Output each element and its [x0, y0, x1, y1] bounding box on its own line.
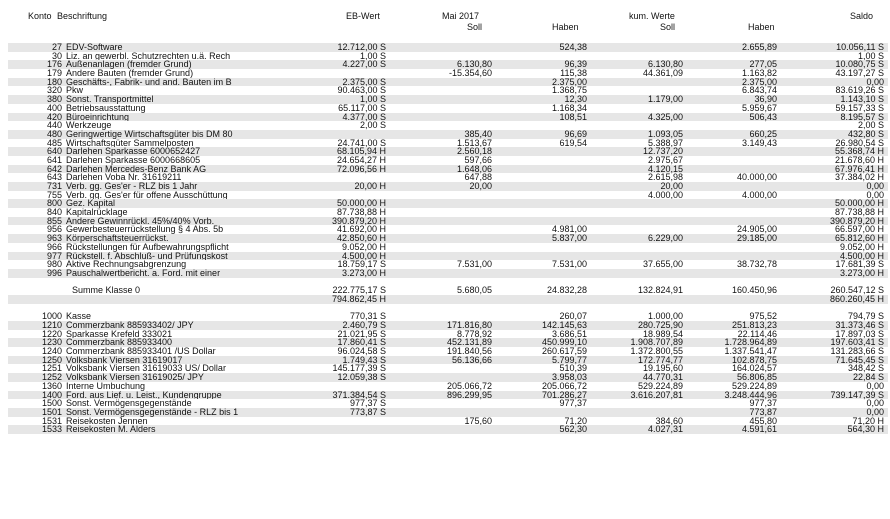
saldo-value: 197.603,41 S [830, 337, 884, 348]
account-label: Geschäfts-, Fabrik- und and. Bauten im B [66, 77, 232, 87]
account-number: 996 [46, 267, 62, 278]
account-label: Werkzeuge [66, 121, 112, 130]
eb-value: 770,31 S [349, 311, 386, 322]
account-number: 966 [46, 241, 62, 252]
table-row [8, 260, 888, 269]
saldo-value: 0,00 [866, 406, 884, 417]
account-number: 485 [46, 137, 62, 148]
account-label: Aktive Rechnungsabgrenzung [66, 260, 187, 269]
saldo-value: 83.619,26 S [835, 85, 884, 96]
haben-period: 3.958,03 [551, 372, 587, 383]
eb-value: 390.879,20 H [331, 215, 386, 226]
sum-saldo-soll: 260.547,12 S [830, 285, 884, 296]
haben-cumulative: 975,52 [749, 311, 777, 322]
account-label: Verb. gg. Ges'er - RLZ bis 1 Jahr [66, 182, 198, 191]
header-period: Mai 2017 [442, 11, 480, 21]
sum-row [8, 295, 888, 304]
account-label: Kasse [66, 312, 92, 322]
table-row [8, 43, 888, 52]
account-number: 963 [46, 233, 62, 244]
header-haben-period: Haben [552, 22, 579, 32]
haben-cumulative: 36,90 [754, 94, 777, 105]
eb-value: 24.654,27 H [336, 154, 386, 165]
soll-period: 1.513,67 [456, 137, 492, 148]
haben-cumulative: 4.591,61 [741, 424, 777, 435]
header-soll-period: Soll [467, 22, 483, 32]
soll-period: 2.560,18 [456, 146, 492, 157]
soll-cumulative: 44.770,31 [642, 372, 683, 383]
table-row [8, 173, 888, 182]
haben-cumulative: 506,43 [749, 111, 777, 122]
soll-cumulative: 12.737,20 [642, 146, 683, 157]
eb-value: 12.712,00 S [337, 42, 386, 52]
account-label: Sonst. Vermögensgegenstände [66, 399, 192, 408]
saldo-value: 31.373,46 S [835, 320, 884, 330]
soll-cumulative: 5.388,97 [647, 137, 683, 148]
saldo-value: 71,20 H [852, 415, 884, 426]
table-header [0, 0, 890, 38]
soll-cumulative: 1.000,00 [647, 311, 683, 322]
account-number: 1501 [41, 406, 62, 417]
soll-cumulative: 44.361,09 [642, 68, 683, 79]
haben-period: 524,38 [559, 42, 587, 52]
account-number: 176 [46, 59, 62, 70]
soll-cumulative: 172.774,77 [637, 354, 683, 365]
eb-value: 41.692,00 H [336, 224, 386, 235]
account-number: 755 [46, 189, 62, 200]
haben-cumulative: 2.655,89 [741, 42, 777, 52]
account-label: Volksbank Viersen 31619017 [66, 355, 183, 365]
saldo-value: 9.052,00 H [839, 241, 884, 252]
soll-cumulative: 2.975,67 [647, 154, 683, 165]
account-number: 640 [46, 146, 62, 157]
eb-value: 371.384,54 S [332, 389, 386, 400]
eb-value: 145.177,39 S [332, 363, 386, 374]
eb-value: 68.105,94 H [336, 146, 386, 157]
sum-row [8, 286, 888, 295]
soll-period: 6.130,80 [456, 59, 492, 70]
haben-period: 96,69 [564, 128, 587, 139]
haben-cumulative: 529.224,89 [731, 380, 777, 391]
saldo-value: 17.897,03 S [835, 328, 884, 339]
table-row [8, 199, 888, 208]
saldo-value: 2,00 S [857, 120, 884, 131]
saldo-value: 59.157,33 S [835, 102, 884, 113]
soll-cumulative: 18.989,54 [642, 328, 683, 339]
eb-value: 977,37 S [349, 398, 386, 409]
haben-cumulative: 773,87 [749, 406, 777, 417]
account-number: 180 [46, 76, 62, 87]
saldo-value: 0,00 [866, 189, 884, 200]
soll-cumulative: 4.027,31 [647, 424, 683, 435]
soll-cumulative: 1.093,05 [647, 128, 683, 139]
soll-cumulative: 1.179,00 [647, 94, 683, 105]
soll-cumulative: 2.615,98 [647, 172, 683, 183]
soll-cumulative: 3.616.207,81 [630, 389, 683, 400]
account-label: Volksbank Viersen 31619025/ JPY [66, 373, 204, 382]
account-label: Körperschaftsteuerrückst. [66, 234, 169, 243]
haben-period: 260.617,59 [541, 346, 587, 357]
eb-value: 4.500,00 H [341, 250, 386, 261]
saldo-value: 432,80 S [847, 128, 884, 139]
eb-value: 17.860,41 S [337, 337, 386, 348]
eb-value: 20,00 H [354, 181, 386, 191]
soll-period: 452.131,89 [446, 337, 492, 348]
saldo-value: 8.195,57 S [840, 111, 884, 122]
account-number: 400 [46, 102, 62, 113]
account-label: Sparkasse Krefeld 333021 [66, 329, 173, 339]
haben-period: 71,20 [564, 415, 587, 426]
saldo-value: 87.738,88 H [834, 207, 884, 218]
haben-cumulative: 3.149,43 [741, 137, 777, 148]
soll-cumulative: 4.000,00 [647, 189, 683, 200]
haben-cumulative: 977,37 [749, 398, 777, 409]
account-number: 1251 [41, 363, 62, 374]
sum-haben-cumulative: 160.450,96 [731, 285, 777, 296]
eb-value: 90.463,00 S [337, 85, 386, 96]
account-number: 320 [46, 85, 62, 96]
haben-cumulative: 455,80 [749, 415, 777, 426]
account-number: 641 [46, 154, 62, 165]
table-row [8, 139, 888, 148]
sum-soll-period: 5.680,05 [456, 285, 492, 296]
eb-value: 1.749,43 S [342, 354, 386, 365]
account-number: 1400 [41, 389, 62, 400]
account-number: 1000 [41, 311, 62, 322]
account-label: Außenanlagen (fremder Grund) [66, 60, 192, 70]
haben-cumulative: 251.813,23 [731, 320, 777, 330]
soll-period: 191.840,56 [446, 346, 492, 357]
haben-cumulative: 22.114,46 [737, 328, 777, 339]
account-label: Kapitalrücklage [66, 208, 128, 217]
account-label: Betriebsausstattung [66, 103, 146, 113]
soll-period: 8.778,92 [456, 328, 492, 339]
haben-cumulative: 660,25 [749, 128, 777, 139]
header-beschriftung: Beschriftung [57, 11, 108, 21]
account-label: Gez. Kapital [66, 199, 116, 209]
eb-value: 87.738,88 H [336, 207, 386, 218]
haben-period: 12,30 [564, 94, 587, 105]
eb-value: 9.052,00 H [341, 241, 386, 252]
saldo-value: 1.143,10 S [840, 94, 884, 105]
haben-period: 3.686,51 [551, 328, 587, 339]
haben-cumulative: 38.732,78 [736, 259, 777, 270]
saldo-value: 67.976,41 H [834, 163, 884, 174]
soll-cumulative: 1.908.707,89 [630, 337, 683, 348]
table-row [8, 147, 888, 156]
account-number: 30 [51, 50, 62, 61]
account-number: 420 [46, 111, 62, 122]
saldo-value: 22,84 S [852, 372, 884, 383]
account-label: Reisekosten M. Alders [66, 425, 156, 434]
account-number: 1230 [41, 337, 62, 348]
soll-period: 205.066,72 [446, 380, 492, 391]
account-number: 179 [46, 68, 62, 79]
saldo-value: 0,00 [866, 380, 884, 391]
haben-period: 701.286,27 [541, 389, 587, 400]
haben-cumulative: 6.843,74 [741, 85, 777, 96]
account-label: Volksbank Viersen 31619033 US/ Dollar [66, 364, 226, 374]
saldo-value: 43.197,27 S [835, 68, 884, 79]
haben-cumulative: 2.375,00 [741, 76, 777, 87]
haben-cumulative: 40.000,00 [736, 172, 777, 183]
haben-period: 115,38 [560, 68, 587, 79]
account-label: Pkw [66, 86, 84, 96]
account-number: 380 [46, 94, 62, 105]
eb-value: 42.850,60 H [336, 233, 386, 244]
soll-period: 1.648,06 [456, 163, 492, 174]
header-kum-werte: kum. Werte [629, 11, 675, 21]
account-label: Andere Bauten (fremder Grund) [66, 69, 194, 78]
account-number: 1250 [41, 354, 62, 365]
haben-cumulative: 3.248.444,96 [724, 389, 777, 400]
saldo-value: 739.147,39 S [830, 389, 884, 400]
account-number: 1360 [41, 380, 62, 391]
account-number: 855 [46, 215, 62, 226]
haben-period: 1.168,34 [551, 102, 587, 113]
account-label: Geringwertige Wirtschaftsgüter bis DM 80 [66, 129, 233, 139]
eb-value: 4.227,00 S [342, 59, 386, 70]
account-number: 27 [51, 42, 62, 52]
haben-period: 5.837,00 [551, 233, 587, 244]
sum-eb-soll: 222.775,17 S [332, 285, 386, 296]
haben-period: 7.531,00 [551, 259, 587, 270]
table-row [8, 425, 888, 434]
haben-cumulative: 29.185,00 [736, 233, 777, 244]
haben-cumulative: 164.024,57 [731, 363, 777, 374]
account-number: 1220 [41, 328, 62, 339]
account-table [8, 43, 888, 434]
account-label: Rückstell. f. Abschluß- und Prüfungskost [66, 251, 228, 261]
haben-cumulative: 24.905,00 [736, 224, 777, 235]
eb-value: 24.741,00 S [337, 137, 386, 148]
account-number: 440 [46, 120, 62, 131]
haben-cumulative: 56.806,85 [736, 372, 777, 383]
soll-cumulative: 20,00 [660, 181, 683, 191]
haben-period: 450.999,10 [541, 337, 587, 348]
account-label: Rückstellungen für Aufbewahrungspflicht [66, 242, 229, 252]
saldo-value: 3.273,00 H [839, 267, 884, 278]
saldo-value: 794,79 S [847, 311, 884, 322]
account-label: Pauschalwertbericht. a. Ford. mit einer [66, 268, 221, 278]
haben-period: 4.981,00 [551, 224, 587, 235]
saldo-value: 55.368,74 H [834, 146, 884, 157]
eb-value: 50.000,00 H [336, 198, 386, 209]
header-saldo: Saldo [850, 11, 874, 21]
account-number: 642 [46, 163, 62, 174]
haben-period: 977,37 [559, 398, 587, 409]
account-number: 1240 [41, 346, 62, 357]
haben-period: 619,54 [559, 137, 587, 148]
haben-period: 562,30 [559, 424, 587, 435]
account-label: Andere Gewinnrückl. 45%/40% Vorb. [66, 216, 215, 226]
eb-value: 65.117,00 S [338, 102, 386, 113]
account-label: Sonst. Vermögensgegenstände - RLZ bis 1 [66, 407, 239, 417]
account-label: Darlehen Voba Nr. 31619211 [66, 173, 182, 183]
soll-period: 20,00 [469, 181, 492, 191]
account-number: 1533 [41, 424, 62, 435]
eb-value: 1,00 S [359, 94, 386, 105]
haben-period: 510,39 [559, 363, 587, 374]
sum-saldo-haben: 860.260,45 H [829, 293, 884, 304]
haben-period: 108,51 [559, 111, 587, 122]
account-number: 840 [46, 207, 62, 218]
table-row [8, 269, 888, 278]
account-label: Darlehen Mercedes-Benz Bank AG [66, 164, 207, 174]
saldo-value: 0,00 [866, 76, 884, 87]
eb-value: 3.273,00 H [341, 267, 386, 278]
saldo-value: 348,42 S [847, 363, 884, 374]
saldo-value: 66.597,00 H [834, 224, 884, 235]
soll-cumulative: 384,60 [655, 415, 683, 426]
eb-value: 18.759,17 S [337, 259, 386, 270]
table-row [8, 191, 888, 200]
saldo-value: 10.056,11 S [836, 42, 884, 52]
saldo-value: 37.384,02 H [834, 172, 884, 183]
soll-cumulative: 4.120,15 [647, 163, 683, 174]
soll-period: 385,40 [464, 128, 492, 139]
soll-cumulative: 19.195,60 [642, 363, 683, 374]
account-label: Ford. aus Lief. u. Leist., Kundengruppe [66, 390, 222, 400]
account-label: Verb. gg. Ges'er für offene Ausschüttung [66, 190, 228, 200]
eb-value: 4.377,00 S [342, 111, 386, 122]
saldo-value: 71.645,45 S [835, 354, 884, 365]
account-number: 1531 [41, 415, 62, 426]
table-row [8, 113, 888, 122]
haben-period: 5.799,77 [551, 354, 587, 365]
soll-cumulative: 6.130,80 [647, 59, 683, 70]
account-label: Wirtschaftsgüter Sammelposten [66, 138, 194, 148]
eb-value: 2.460,79 S [342, 320, 386, 330]
soll-cumulative: 280.725,90 [637, 320, 683, 330]
saldo-value: 50.000,00 H [834, 198, 884, 209]
account-label: Commerzbank 885933402/ JPY [66, 321, 194, 330]
soll-period: -15.354,60 [448, 68, 492, 79]
eb-value: 773,87 S [349, 406, 386, 417]
haben-period: 260,07 [559, 311, 587, 322]
table-row [8, 234, 888, 243]
account-label: Darlehen Sparkasse 6000652427 [66, 147, 201, 156]
saldo-value: 564,30 H [847, 424, 884, 435]
saldo-value: 131.283,66 S [830, 346, 884, 357]
soll-period: 597,66 [464, 154, 492, 165]
haben-cumulative: 1.163,82 [741, 68, 777, 79]
table-row [8, 156, 888, 165]
account-label: Interne Umbuchung [66, 381, 146, 391]
soll-cumulative: 6.229,00 [647, 233, 683, 244]
header-eb-wert: EB-Wert [346, 11, 380, 21]
table-row [8, 243, 888, 252]
account-label: Liz. an gewerbl. Schutzrechten u.ä. Rech [66, 51, 231, 61]
haben-period: 205.066,72 [541, 380, 587, 391]
soll-cumulative: 37.655,00 [642, 259, 683, 270]
haben-period: 142.145,63 [541, 320, 587, 330]
saldo-value: 17.681,39 S [835, 259, 884, 270]
eb-value: 2,00 S [359, 120, 386, 131]
table-row [8, 208, 888, 217]
soll-cumulative: 1.372.800,55 [630, 346, 683, 357]
sum-soll-cumulative: 132.824,91 [637, 285, 683, 296]
eb-value: 72.096,56 H [336, 163, 386, 174]
account-label: Reisekosten Jennen [66, 416, 148, 426]
eb-value: 96.024,58 S [337, 346, 386, 357]
soll-period: 7.531,00 [456, 259, 492, 270]
account-number: 956 [46, 224, 62, 235]
account-label: Büroeinrichtung [66, 112, 130, 122]
account-number: 980 [46, 259, 62, 270]
header-konto: Konto [28, 11, 52, 21]
saldo-value: 4.500,00 H [839, 250, 884, 261]
sum-eb-haben: 794.862,45 H [331, 293, 386, 304]
sum-label: Summe Klasse 0 [72, 286, 141, 295]
soll-cumulative: 4.325,00 [647, 111, 683, 122]
haben-period: 2.375,00 [551, 76, 587, 87]
eb-value: 1,00 S [359, 50, 386, 61]
haben-period: 96,39 [564, 59, 587, 70]
account-label: Sonst. Transportmittel [66, 95, 154, 104]
haben-cumulative: 102.878,75 [731, 354, 777, 365]
account-number: 643 [46, 172, 62, 183]
sum-haben-period: 24.832,28 [546, 285, 587, 296]
soll-period: 171.816,80 [446, 320, 492, 330]
account-label: Commerzbank 885933400 [66, 338, 173, 348]
saldo-value: 21.678,60 H [834, 154, 884, 165]
saldo-value: 390.879,20 H [829, 215, 884, 226]
account-number: 977 [46, 250, 62, 261]
haben-period: 1.368,75 [551, 85, 587, 96]
account-number: 1252 [41, 372, 62, 383]
account-label: Darlehen Sparkasse 6000668605 [66, 155, 201, 165]
account-number: 480 [46, 128, 62, 139]
eb-value: 2.375,00 S [342, 76, 386, 87]
saldo-value: 26.980,54 S [835, 137, 884, 148]
soll-period: 647,88 [464, 172, 492, 183]
eb-value: 21.021,95 S [337, 328, 386, 339]
haben-cumulative: 1.337.541,47 [724, 346, 777, 357]
account-number: 731 [46, 181, 62, 191]
soll-period: 56.136,66 [451, 354, 492, 365]
account-number: 800 [46, 198, 62, 209]
soll-cumulative: 529.224,89 [637, 380, 683, 391]
account-label: EDV-Software [66, 43, 123, 52]
saldo-value: 1,00 S [857, 50, 884, 61]
account-label: Commerzbank 885933401 /US Dollar [66, 347, 216, 356]
haben-cumulative: 1.728.964,89 [724, 337, 777, 348]
soll-period: 175,60 [464, 415, 492, 426]
haben-cumulative: 4.000,00 [741, 189, 777, 200]
saldo-value: 65.812,60 H [834, 233, 884, 244]
eb-value: 12.059,38 S [337, 372, 386, 383]
account-label: Gewerbesteuerrückstellung § 4 Abs. 5b [66, 225, 224, 235]
haben-cumulative: 5.959,67 [741, 102, 777, 113]
account-number: 1210 [41, 320, 62, 330]
soll-period: 896.299,95 [446, 389, 492, 400]
account-number: 1500 [41, 398, 62, 409]
header-haben-kum: Haben [748, 22, 775, 32]
saldo-value: 10.080,75 S [835, 59, 884, 70]
header-soll-kum: Soll [660, 22, 676, 32]
haben-cumulative: 277,05 [749, 59, 777, 70]
saldo-value: 0,00 [866, 398, 884, 409]
saldo-value: 0,00 [866, 181, 884, 191]
